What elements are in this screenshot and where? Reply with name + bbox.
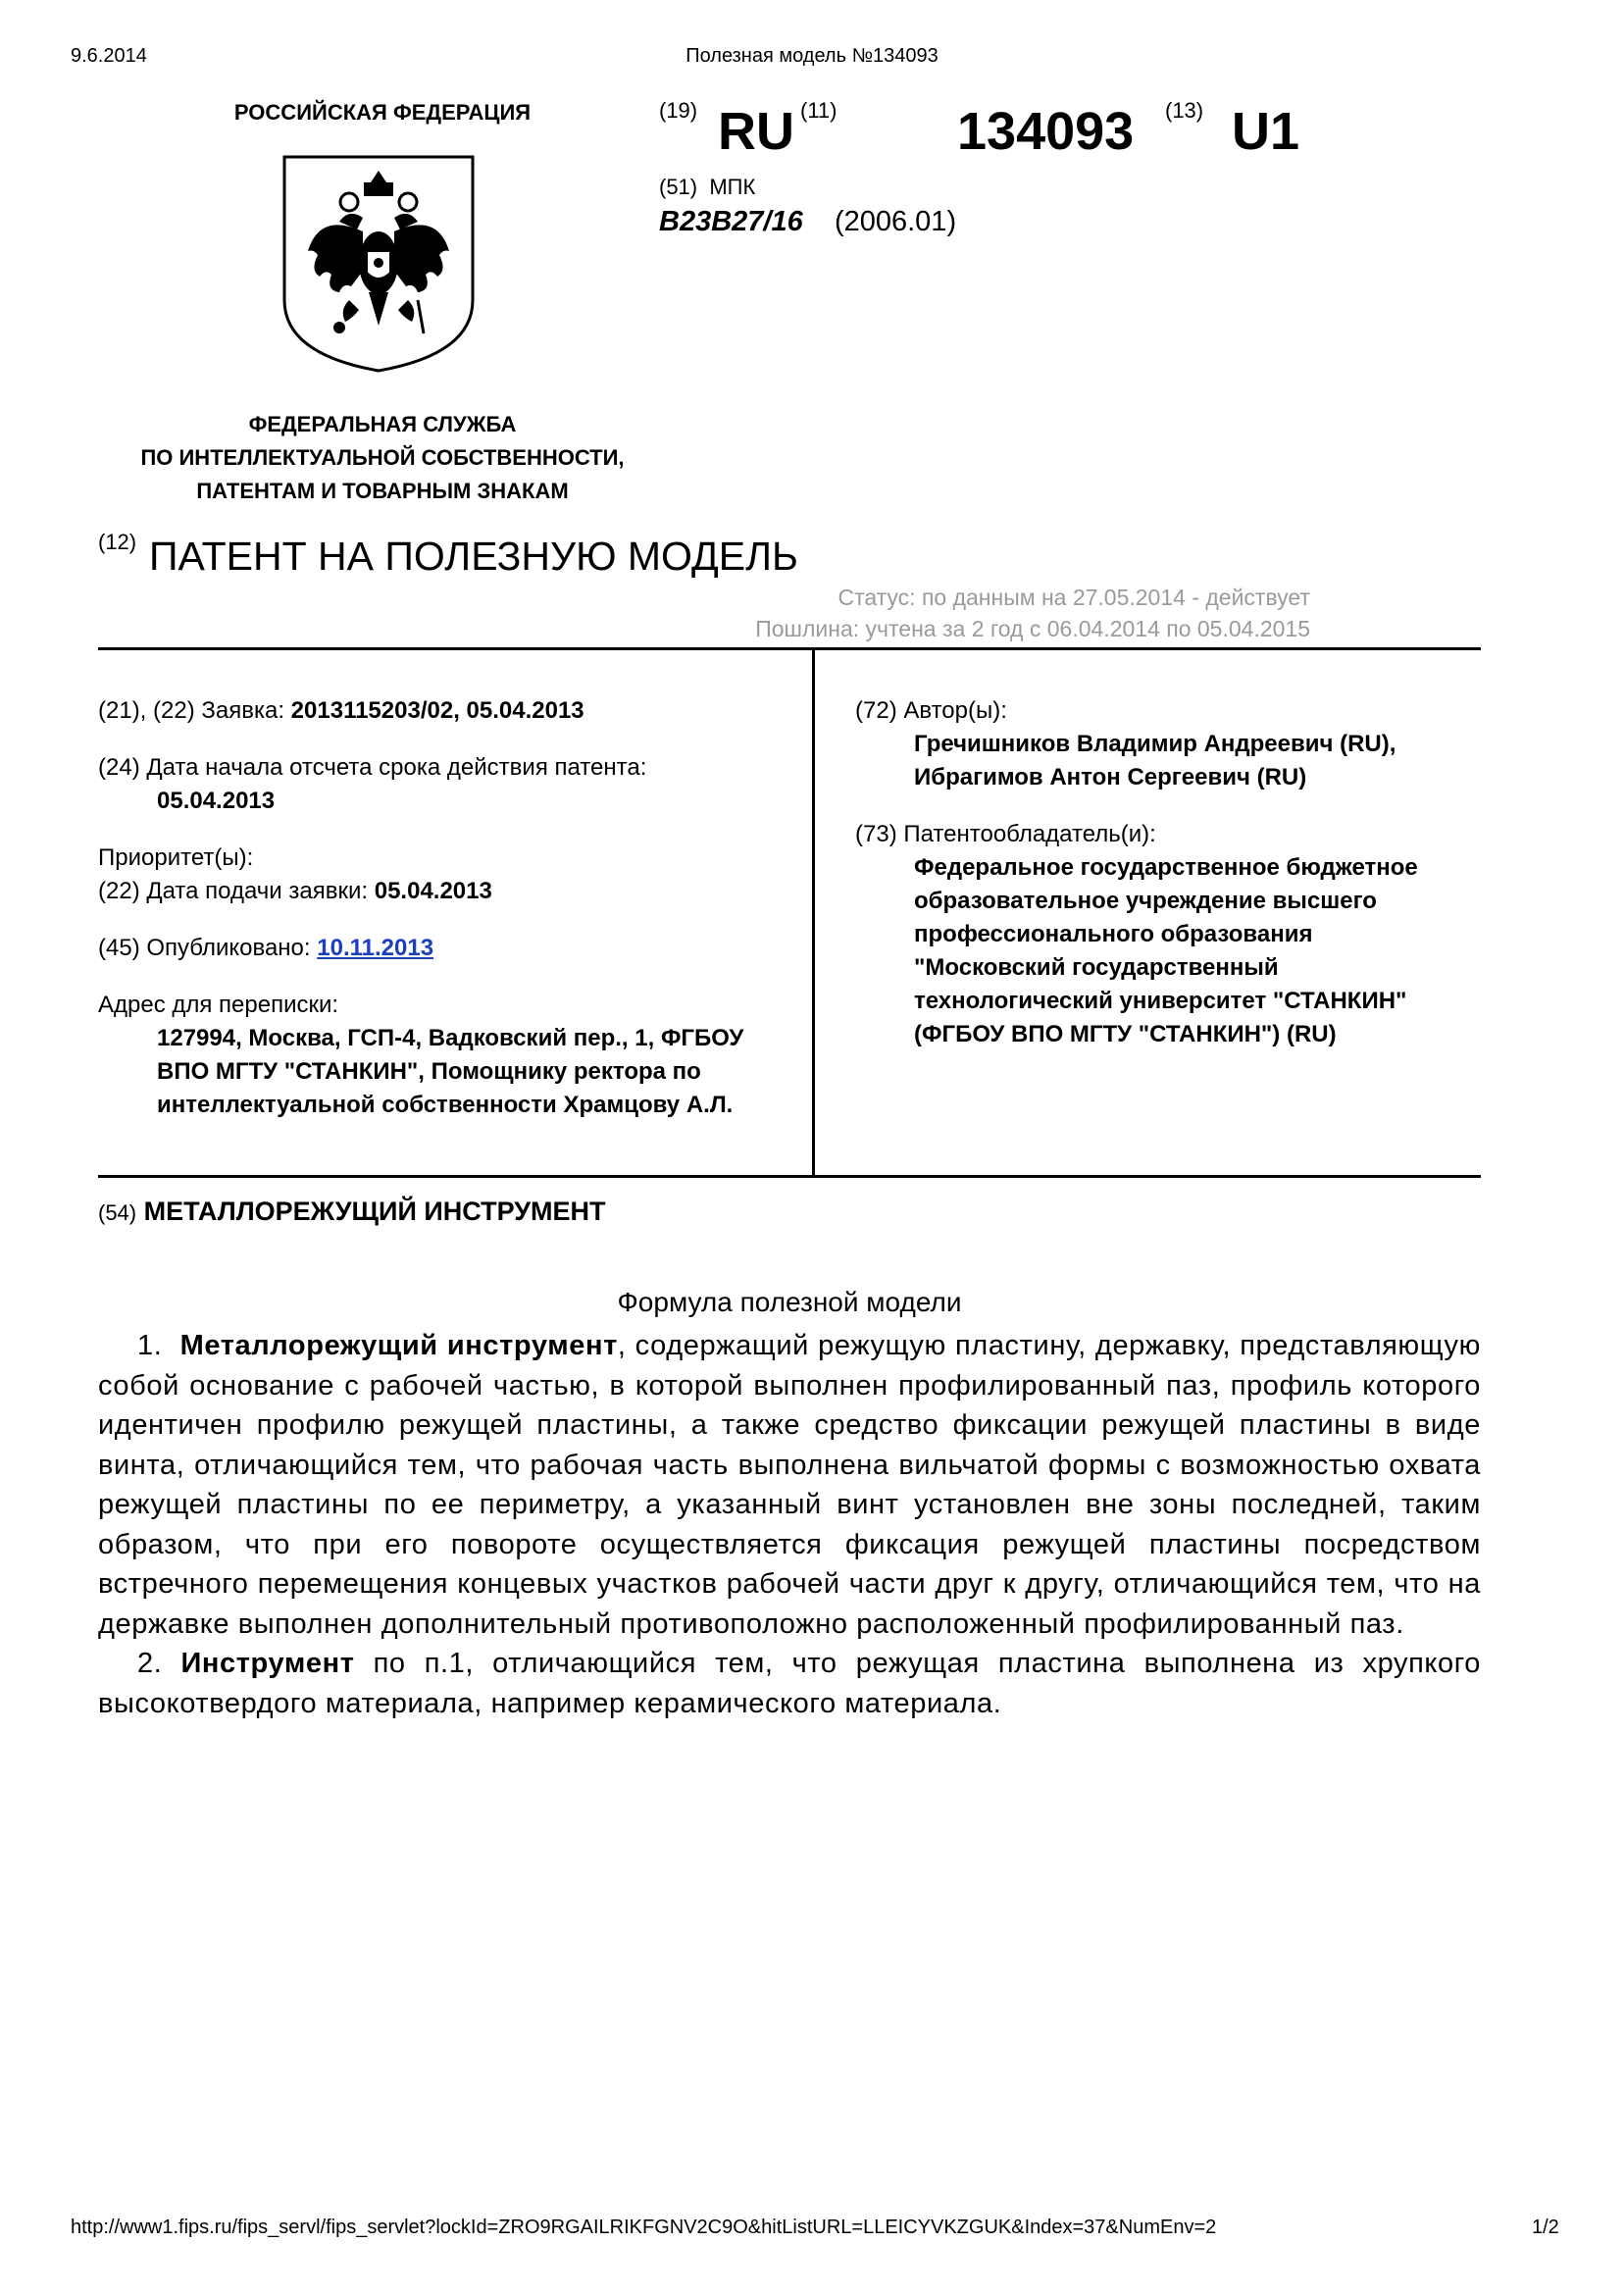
column-divider <box>812 647 815 1177</box>
invention-title-row <box>98 1197 606 1227</box>
claims-heading: Формула полезной модели <box>617 1287 962 1317</box>
claim-2-subject: Инструмент <box>180 1648 355 1679</box>
address-line-2: ВПО МГТУ "СТАНКИН", Помощнику ректора по <box>157 1058 701 1085</box>
holder-line-4: "Московский государственный <box>914 954 1279 981</box>
address-line-1: 127994, Москва, ГСП-4, Вадковский пер., 1, ФГБОУ <box>157 1025 744 1051</box>
holder-line-3: профессионального образования <box>914 921 1313 947</box>
address-line-3: интеллектуальной собственности Храмцову А.Л. <box>157 1092 734 1118</box>
kind-code: U1 <box>1232 102 1300 161</box>
inid-51: (51) <box>659 175 698 199</box>
ipc-label <box>659 175 755 200</box>
bottom-rule <box>98 1175 1481 1178</box>
holder-line-1: Федеральное государственное бюджетное <box>914 854 1418 881</box>
holder-line-5: технологический университет "СТАНКИН" <box>914 988 1407 1014</box>
application-number: 2013115203/02, 05.04.2013 <box>290 697 584 724</box>
ipc-row <box>659 206 956 238</box>
author-1: Гречишников Владимир Андреевич (RU), <box>914 731 1396 757</box>
inid-19: (19) <box>659 98 698 123</box>
inid-13: (13) <box>1165 98 1204 123</box>
inid-11: (11) <box>800 98 837 123</box>
agency-name <box>108 408 657 508</box>
ipc-class: B23B27/16 <box>659 206 803 237</box>
filing-row: (22) Дата подачи заявки: 05.04.2013 <box>98 878 492 904</box>
top-rule <box>98 647 1481 650</box>
claim-1-text: , содержащий режущую пластину, державку, представляющую собой основание с рабочей частью, в которой выполнен профилированный паз, профиль которого идентичен профилю режущей пластины, а также средство фиксации режущей пластины в виде винта, отличающийся тем, что рабочая часть выполнена вильчатой формы с возможностью охвата режущей пластины по ее периметру, а указанный винт установлен вне зоны последней, таким образом, что при его повороте осуществляется фиксация режущей пластины посредством встречного перемещения концевых участков рабочей части друг к другу, отличающийся тем, что на державке выполнен дополнительный противоположно расположенный профилированный паз. <box>98 1330 1482 1640</box>
address-label: Адрес для переписки: <box>98 992 339 1018</box>
inid-54: (54) <box>98 1200 137 1225</box>
ipc-version: (2006.01) <box>834 206 957 237</box>
bibliographic-left <box>98 694 794 1122</box>
country-code: RU <box>718 102 794 161</box>
holder-line-6: (ФГБОУ ВПО МГТУ "СТАНКИН") (RU) <box>914 1021 1337 1047</box>
print-title: Полезная модель №134093 <box>685 45 939 67</box>
author-2: Ибрагимов Антон Сергеевич (RU) <box>914 764 1307 790</box>
country-name: РОССИЙСКАЯ ФЕДЕРАЦИЯ <box>233 100 532 125</box>
agency-line-3: ПАТЕНТАМ И ТОВАРНЫМ ЗНАКАМ <box>196 479 569 503</box>
claim-1: 1. Металлорежущий инструмент, содержащий режущую пластину, державку, представляющую собой основание с рабочей частью, в которой выполнен профилированный паз, профиль которого идентичен профилю режущей пластины, а также средство фиксации режущей пластины в виде винта, отличающийся тем, что рабочая часть выполнена вильчатой формы с возможностью охвата режущей пластины по ее периметру, а указанный винт установлен вне зоны последней, таким образом, что при его повороте осуществляется фиксация режущей пластины посредством встречного перемещения концевых участков рабочей части друг к другу, отличающийся тем, что на державке выполнен дополнительный противоположно расположенный профилированный паз. <box>98 1330 1482 1640</box>
start-date-value: 05.04.2013 <box>157 788 276 814</box>
invention-name: МЕТАЛЛОРЕЖУЩИЙ ИНСТРУМЕНТ <box>143 1197 606 1226</box>
claims-body <box>98 1326 1481 1723</box>
document-title: ПАТЕНТ НА ПОЛЕЗНУЮ МОДЕЛЬ <box>149 534 798 579</box>
bibliographic-right <box>855 694 1463 1051</box>
application-row: (21), (22) Заявка: 2013115203/02, 05.04.2013 <box>98 697 584 724</box>
inid-12: (12) <box>98 530 137 554</box>
agency-line-2: ПО ИНТЕЛЛЕКТУАЛЬНОЙ СОБСТВЕННОСТИ, <box>140 445 625 470</box>
patent-number: 134093 <box>957 102 1135 161</box>
claim-1-subject: Металлорежущий инструмент <box>179 1330 618 1361</box>
fee-text: Пошлина: учтена за 2 год с 06.04.2014 по 05.04.2015 <box>755 616 1310 641</box>
holder-line-2: образовательное учреждение высшего <box>914 888 1377 914</box>
coat-of-arms-icon <box>280 153 477 375</box>
start-date-label: (24) Дата начала отсчета срока действия патента: <box>98 754 647 781</box>
page-number: 1/2 <box>1532 2217 1559 2238</box>
filing-date: 05.04.2013 <box>374 878 492 904</box>
published-row: (45) Опубликовано: 10.11.2013 <box>98 935 434 961</box>
holder-label: (73) Патентообладатель(и): <box>855 821 1156 847</box>
claim-2-text: по п.1, отличающийся тем, что режущая пластина выполнена из хрупкого высокотвердого материала, например керамического материала. <box>98 1648 1481 1719</box>
agency-line-1: ФЕДЕРАЛЬНАЯ СЛУЖБА <box>248 412 517 436</box>
claim-2: 2. Инструмент по п.1, отличающийся тем, что режущая пластина выполнена из хрупкого высокотвердого материала, например керамического материала. <box>98 1648 1481 1719</box>
status-text: Статус: по данным на 27.05.2014 - действует <box>837 585 1310 610</box>
mpk-label: МПК <box>709 175 756 199</box>
footer-url: http://www1.fips.ru/fips_servl/fips_servlet?lockId=ZRO9RGAILRIKFGNV2C9O&hitListURL=LLEICYVKZGUK&Index=37&NumEnv=2 <box>71 2217 1217 2238</box>
published-date-link[interactable]: 10.11.2013 <box>317 935 434 961</box>
print-date: 9.6.2014 <box>71 45 147 67</box>
priority-label: Приоритет(ы): <box>98 844 254 871</box>
authors-label: (72) Автор(ы): <box>855 697 1007 724</box>
